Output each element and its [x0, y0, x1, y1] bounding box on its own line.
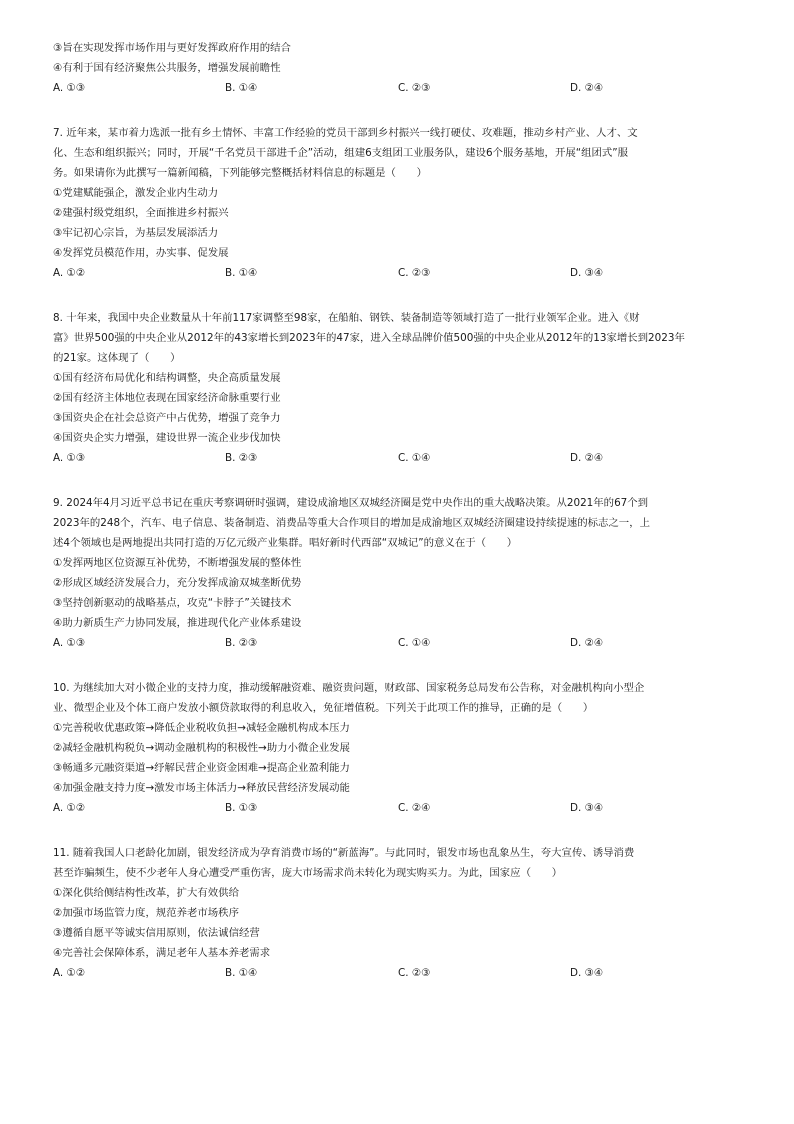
answer-choices: [53, 78, 743, 98]
stem-line: 8. 十年来，我国中央企业数量从十年前117家调整至98家，在船舶、钢铁、装备制造等领域打造了一批行业领军企业。进入《财: [53, 312, 640, 324]
question-stem: [53, 678, 743, 718]
option-line: ①完善税收优惠政策→降低企业税收负担→减轻金融机构成本压力: [53, 722, 350, 734]
choice-c: C. ①④: [398, 452, 431, 464]
option-line: ②减轻金融机构税负→调动金融机构的积极性→助力小微企业发展: [53, 742, 350, 754]
option-line: ②加强市场监管力度，规范养老市场秩序: [53, 907, 239, 919]
option-line: ②国有经济主体地位表现在国家经济命脉重要行业: [53, 392, 281, 404]
answer-choices: [53, 448, 743, 468]
question-11: [53, 843, 743, 983]
question-8: [53, 308, 743, 468]
question-10: [53, 678, 743, 818]
choice-a: A. ①③: [53, 637, 86, 649]
option-line: ②建强村级党组织，全面推进乡村振兴: [53, 207, 229, 219]
stem-line: 务。如果请你为此撰写一篇新闻稿，下列能够完整概括材料信息的标题是（ ）: [53, 167, 428, 179]
choice-b: B. ②③: [225, 452, 258, 464]
stem-line: 的21家。这体现了（ ）: [53, 352, 181, 364]
stem-line: 业、微型企业及个体工商户发放小额贷款取得的利息收入，免征增值税。下列关于此项工作的推导，正确的是（ ）: [53, 702, 594, 714]
option-line: ③牢记初心宗旨，为基层发展添活力: [53, 227, 219, 239]
answer-choices: [53, 633, 743, 653]
option-line: ③遵循自愿平等诚实信用原则，依法诚信经营: [53, 927, 260, 939]
option-line: ①深化供给侧结构性改革，扩大有效供给: [53, 887, 239, 899]
option-line: ①国有经济布局优化和结构调整，央企高质量发展: [53, 372, 281, 384]
question-stem: [53, 493, 743, 553]
choice-a: A. ①②: [53, 967, 86, 979]
stem-line: 7. 近年来，某市着力选派一批有乡土情怀、丰富工作经验的党员干部到乡村振兴一线打硬仗、攻难题，推动乡村产业、人才、文: [53, 127, 638, 139]
stem-line: 9. 2024年4月习近平总书记在重庆考察调研时强调，建设成渝地区双城经济圈是党中央作出的重大战略决策。从2021年的67个到: [53, 497, 649, 509]
stem-line: 10. 为继续加大对小微企业的支持力度，推动缓解融资难、融资贵问题，财政部、国家税务总局发布公告称，对金融机构向小型企: [53, 682, 645, 694]
choice-b: B. ①③: [225, 802, 258, 814]
option-line: ④助力新质生产力协同发展，推进现代化产业体系建设: [53, 617, 302, 629]
stem-line: 化、生态和组织振兴；同时，开展“千名党员干部进千企”活动，组建6支组团工业服务队，建设6个服务基地，开展“组团式”服: [53, 147, 629, 159]
option-line: ③旨在实现发挥市场作用与更好发挥政府作用的结合: [53, 42, 291, 54]
stem-line: 述4个领域也是两地提出共同打造的万亿元级产业集群。唱好新时代西部“双城记”的意义在于（ ）: [53, 537, 518, 549]
choice-c: C. ②③: [398, 967, 431, 979]
option-line: ④完善社会保障体系，满足老年人基本养老需求: [53, 947, 271, 959]
choice-d: D. ③④: [570, 267, 604, 279]
choice-b: B. ①④: [225, 967, 258, 979]
stem-line: 富》世界500强的中央企业从2012年的43家增长到2023年的47家，进入全球品牌价值500强的中央企业从2012年的13家增长到2023年: [53, 332, 685, 344]
choice-d: D. ②④: [570, 452, 604, 464]
choice-c: C. ②③: [398, 267, 431, 279]
option-line: ①发挥两地区位资源互补优势，不断增强发展的整体性: [53, 557, 302, 569]
question-stem: [53, 843, 743, 883]
question-stem: [53, 308, 743, 368]
choice-a: A. ①③: [53, 452, 86, 464]
choice-c: C. ①④: [398, 637, 431, 649]
stem-line: 甚至诈骗频生，使不少老年人身心遭受严重伤害，庞大市场需求尚未转化为现实购买力。为此，国家应（ ）: [53, 867, 563, 879]
choice-d: D. ③④: [570, 967, 604, 979]
choice-c: C. ②④: [398, 802, 431, 814]
question-stem: [53, 123, 743, 183]
stem-line: 2023年的248个，汽车、电子信息、装备制造、消费品等重大合作项目的增加是成渝地区双城经济圈建设持续提速的标志之一，上: [53, 517, 650, 529]
option-line: ④发挥党员模范作用，办实事、促发展: [53, 247, 229, 259]
option-line: ④有利于国有经济聚焦公共服务，增强发展前瞻性: [53, 62, 281, 74]
choice-b: B. ①④: [225, 82, 258, 94]
choice-c: C. ②③: [398, 82, 431, 94]
stem-line: 11. 随着我国人口老龄化加剧，银发经济成为孕育消费市场的“新蓝海”。与此同时，银发市场也乱象丛生，夸大宣传、诱导消费: [53, 847, 635, 859]
option-line: ③坚持创新驱动的战略基点，攻克“卡脖子”关键技术: [53, 597, 292, 609]
choice-b: B. ①④: [225, 267, 258, 279]
answer-choices: [53, 798, 743, 818]
option-line: ②形成区域经济发展合力，充分发挥成渝双城垄断优势: [53, 577, 302, 589]
option-line: ①党建赋能强企，激发企业内生动力: [53, 187, 219, 199]
answer-choices: [53, 963, 743, 983]
choice-d: D. ③④: [570, 802, 604, 814]
choice-b: B. ②③: [225, 637, 258, 649]
option-line: ③国资央企在社会总资产中占优势，增强了竞争力: [53, 412, 281, 424]
answer-choices: [53, 263, 743, 283]
question-9: [53, 493, 743, 653]
choice-a: A. ①②: [53, 267, 86, 279]
choice-d: D. ②④: [570, 82, 604, 94]
question-7: [53, 123, 743, 283]
option-line: ③畅通多元融资渠道→纾解民营企业资金困难→提高企业盈利能力: [53, 762, 350, 774]
option-line: ④加强金融支持力度→激发市场主体活力→释放民营经济发展动能: [53, 782, 350, 794]
choice-d: D. ②④: [570, 637, 604, 649]
option-line: ④国资央企实力增强，建设世界一流企业步伐加快: [53, 432, 281, 444]
question-6-tail: [53, 38, 743, 98]
exam-page: [53, 38, 743, 983]
choice-a: A. ①③: [53, 82, 86, 94]
choice-a: A. ①②: [53, 802, 86, 814]
